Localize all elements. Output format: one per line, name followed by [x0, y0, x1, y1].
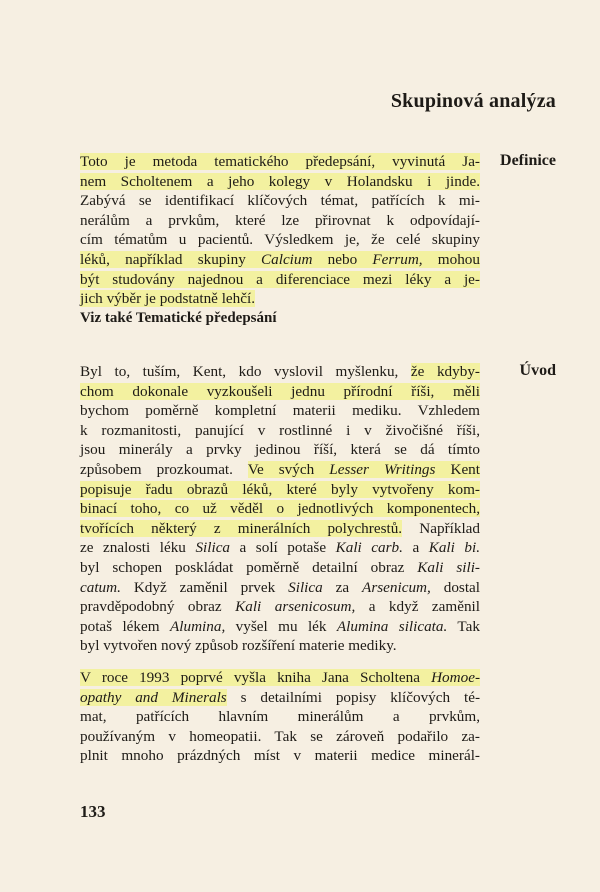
text-run: dostal [430, 578, 481, 596]
italic-term: Kali arsenicosum, [235, 598, 356, 616]
text-line [80, 688, 480, 708]
text-run: léků, například skupiny [80, 250, 261, 268]
text-run: Například [402, 519, 480, 537]
text-line [80, 270, 480, 290]
text-line [80, 519, 480, 539]
introduction-section [80, 362, 480, 656]
text-line [80, 152, 480, 172]
side-label-uvod: Úvod [519, 362, 556, 379]
text-line: používaným v homeopatii. Tak se zároveň podařilo za- [80, 727, 480, 745]
running-head: Skupinová analýza [390, 90, 556, 112]
italic-term: catum. [80, 578, 121, 596]
text-run: nebo [312, 250, 373, 268]
text-line: plnit mnoho prázdných míst v materii medice minerál- [80, 747, 480, 765]
highlight: nem Scholtenem a jeho kolegy v Holandsku i jinde. [80, 172, 480, 190]
italic-term: Calcium [261, 250, 313, 268]
highlight [248, 461, 480, 478]
highlight: tvořících některý z minerálních polychrestů. [80, 519, 403, 537]
text-line [80, 480, 480, 500]
text-run: způsobem prozkoumat. [80, 460, 248, 478]
italic-term: opathy and Minerals [80, 688, 227, 706]
text-run: cím tématům u pacientů. Výsledkem je, že celé skupiny [80, 231, 480, 249]
highlight: popisuje řadu obrazů léků, které byly vytvořeny kom- [80, 480, 480, 498]
text-line: byl vytvořen nový způsob rozšíření materie mediky. [80, 637, 397, 655]
highlight: že kdyby- [410, 363, 480, 380]
text-run: mohou [422, 250, 480, 268]
text-line [80, 538, 480, 558]
text-line [80, 597, 480, 617]
text-line: nerálům a prvkům, které lze přirovnat k odpovídají- [80, 211, 480, 229]
italic-term: Kali carb. [335, 539, 403, 557]
definition-paragraph [80, 152, 480, 309]
highlight: být studovány najednou a diferenciace mezi léky a je- [80, 270, 480, 288]
text-run: V roce 1993 poprvé vyšla kniha Jana Scholtena [80, 669, 432, 686]
text-run: vyšel mu lék [225, 617, 337, 635]
italic-term: Alumina silicata. [336, 617, 448, 635]
text-run: a když zaměnil [355, 598, 480, 616]
text-line: jsou minerály a prvky jedinou říší, která se dá tímto [80, 441, 480, 459]
text-run: Byl to, tuším, Kent, kdo vyslovil myšlenku, [80, 363, 411, 380]
text-line [80, 362, 480, 382]
definition-section [80, 152, 480, 327]
text-line [80, 382, 480, 402]
text-run: s detailními popisy klíčových té- [226, 688, 480, 706]
text-run: pravděpodobný obraz [80, 598, 236, 616]
text-line [80, 460, 480, 480]
text-run: Tak [447, 617, 480, 635]
italic-term: Kali sili- [417, 558, 480, 576]
text-line [80, 668, 480, 688]
text-line [80, 617, 480, 637]
introduction-paragraph [80, 362, 480, 656]
italic-term: Ferrum, [372, 250, 423, 268]
highlight [80, 669, 480, 686]
highlight: Toto je metoda tematického předepsání, vyvinutá Ja- [80, 153, 480, 170]
text-line: k rozmanitosti, panující v rostlinné i v živočišné říši, [80, 421, 480, 439]
text-run: Když zaměnil prvek [120, 578, 289, 596]
highlight: chom dokonale vyzkoušeli jednu přírodní říši, měli [80, 382, 480, 400]
text-run: Ve svých [247, 460, 330, 478]
italic-term: Alumina, [169, 617, 226, 635]
italic-term: Silica [195, 539, 231, 557]
italic-term: Lesser Writings [329, 460, 436, 478]
see-also-reference: Viz také Tematické předepsání [80, 309, 277, 326]
italic-term: Homoe- [431, 669, 480, 686]
highlight [80, 251, 480, 268]
italic-term: Arsenicum, [362, 578, 431, 596]
introduction-section-continued [80, 668, 480, 766]
text-run: a [402, 539, 429, 557]
text-run: byl schopen poskládat poměrně detailní obraz [80, 558, 418, 576]
side-label-definice: Definice [500, 152, 556, 169]
highlight: jich výběr je podstatně lehčí. [80, 290, 256, 308]
text-line: Zabývá se identifikací klíčových témat, patřících k mi- [80, 192, 480, 210]
text-line [80, 230, 480, 250]
page-number: 133 [80, 802, 106, 821]
text-run: za [322, 578, 363, 596]
highlight: binací toho, co už věděl o jednotlivých komponentech, [80, 500, 480, 518]
text-run: ze znalosti léku [80, 539, 196, 557]
text-line [80, 578, 480, 598]
text-line [80, 289, 480, 309]
highlight [80, 689, 227, 706]
text-run: Kent [435, 460, 480, 478]
text-run: potaš lékem [80, 617, 170, 635]
text-line: mat, patřících hlavním minerálům a prvkům, [80, 708, 480, 726]
text-run: a solí potaše [230, 539, 336, 557]
text-line [80, 558, 480, 578]
text-line [80, 172, 480, 192]
introduction-paragraph-2 [80, 668, 480, 766]
text-line [80, 499, 480, 519]
text-line: bychom poměrně kompletní materii mediku. Vzhledem [80, 402, 480, 420]
text-line [80, 250, 480, 270]
italic-term: Kali bi. [428, 539, 480, 557]
italic-term: Silica [288, 578, 323, 596]
